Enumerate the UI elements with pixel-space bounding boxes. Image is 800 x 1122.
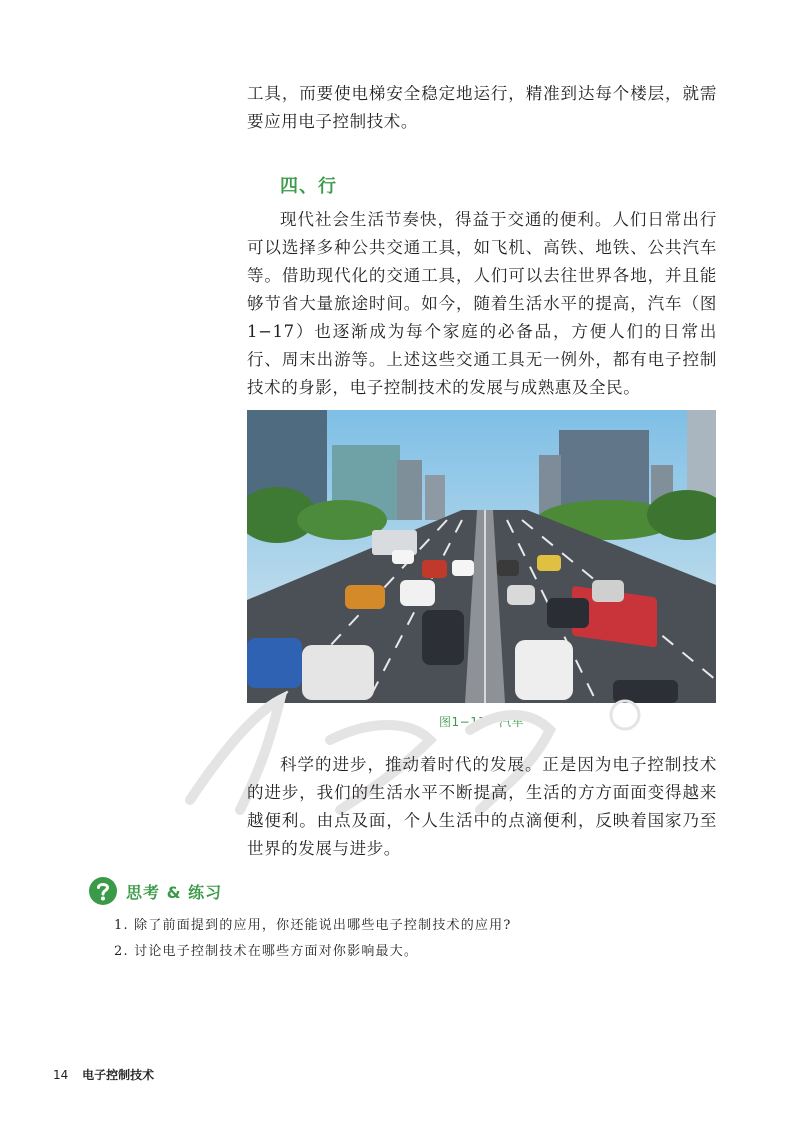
paragraph-progress: 科学的进步，推动着时代的发展。正是因为电子控制技术的进步，我们的生活水平不断提高，生活的方方面面变得越来越便利。由点及面，个人生活中的点滴便利，反映着国家乃至世界的发展与进步。 xyxy=(247,755,717,858)
exercise-item: 2. 讨论电子控制技术在哪些方面对你影响最大。 xyxy=(114,944,419,959)
page-footer xyxy=(53,1066,154,1083)
paragraph-elevator: 工具，而要使电梯安全稳定地运行，精准到达每个楼层，就需要应用电子控制技术。 xyxy=(247,84,717,131)
question-mark-icon xyxy=(88,876,118,906)
page-number: 14 xyxy=(53,1068,69,1082)
exercise-item: 1. 除了前面提到的应用，你还能说出哪些电子控制技术的应用? xyxy=(114,918,512,933)
figure-caption: 图1−17 汽车 xyxy=(439,715,524,729)
section-heading: 四、行 xyxy=(280,176,337,197)
traffic-street-photo-icon xyxy=(247,410,716,703)
car-traffic-photo xyxy=(247,410,716,703)
book-title: 电子控制技术 xyxy=(82,1068,155,1082)
exercise-header xyxy=(88,876,222,906)
exercise-title: 思考 & 练习 xyxy=(126,882,223,902)
paragraph-travel: 现代社会生活节奏快，得益于交通的便利。人们日常出行可以选择多种公共交通工具，如飞机、高铁、地铁、公共汽车等。借助现代化的交通工具，人们可以去往世界各地，并且能够节省大量旅途时间。如今，随着生活水平的提高，汽车（图1−17）也逐渐成为每个家庭的必备品，方便人们的日常出行、周末出游等。上述这些交通工具无一例外，都有电子控制技术的身影，电子控制技术的发展与成熟惠及全民。 xyxy=(247,210,717,397)
